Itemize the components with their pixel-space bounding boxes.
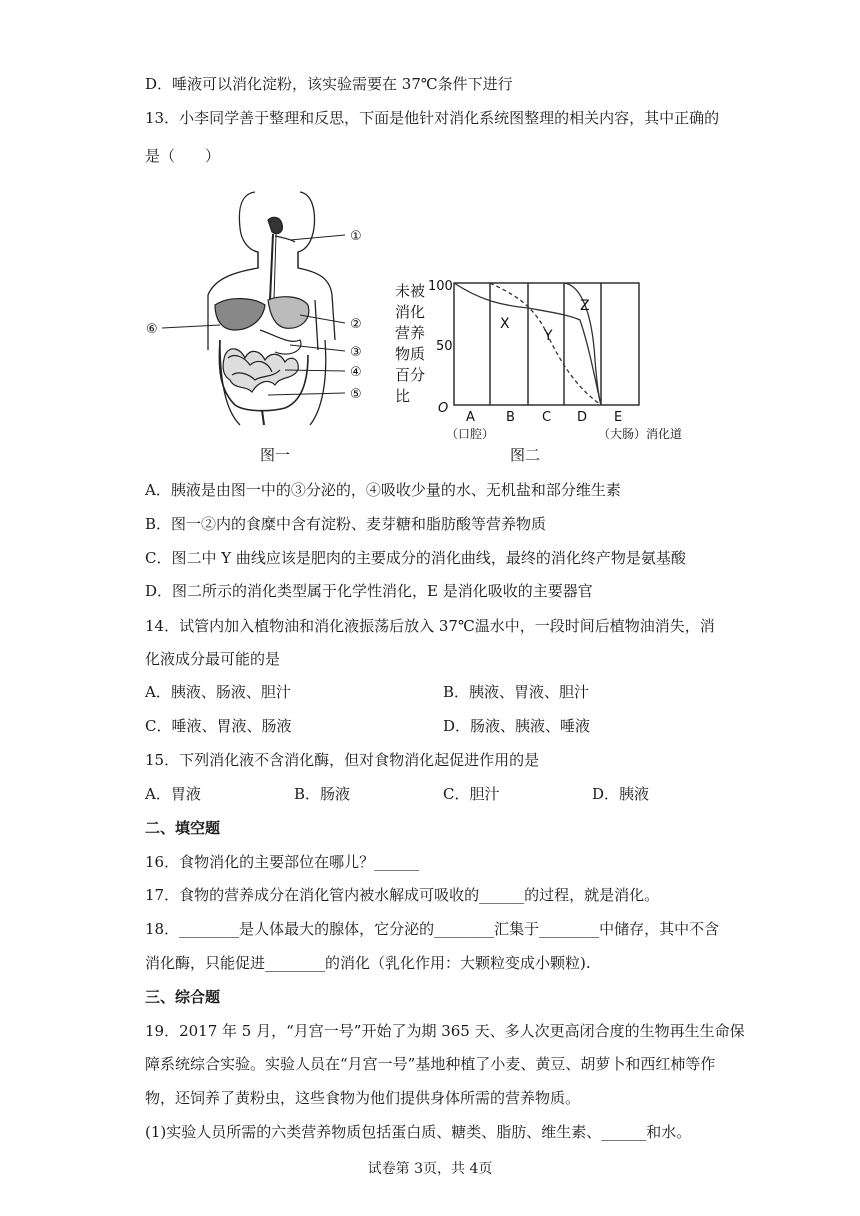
curve-label-y: Y: [544, 328, 553, 344]
xtick-a: A: [466, 410, 475, 425]
q19-line1: 19．2017 年 5 月，“月宫一号”开始了为期 365 天、多人次更高闭合度的生物再生生命保: [145, 1022, 745, 1040]
xtick-d: D: [577, 410, 588, 425]
q14-option-b: B．胰液、胃液、胆汁: [443, 683, 590, 701]
q13-option-b: B．图一②内的食糜中含有淀粉、麦芽糖和脂肪酸等营养物质: [145, 515, 547, 533]
q19-line3: 物，还饲养了黄粉虫，这些食物为他们提供身体所需的营养物质。: [145, 1089, 581, 1107]
ytick-50: 50: [436, 339, 453, 354]
ylabel-line-5: 百分: [395, 366, 426, 384]
q16-text: 16．食物消化的主要部位在哪儿？______: [145, 853, 420, 871]
chart-yticks: [428, 279, 453, 416]
q14-option-a: A．胰液、肠液、胆汁: [145, 683, 291, 701]
q18-line1: 18．________是人体最大的腺体，它分泌的________汇集于________中储存，其中不含: [145, 920, 720, 938]
organs-drawing: [215, 217, 309, 425]
q14-option-c: C．唾液、胃液、肠液: [145, 717, 292, 735]
q13-option-a: A．胰液是由图一中的③分泌的，④吸收少量的水、无机盐和部分维生素: [145, 481, 621, 499]
label-1: ①: [350, 229, 362, 244]
ylabel-line-6: 比: [395, 387, 411, 405]
q13-stem-line1: 13．小李同学善于整理和反思，下面是他针对消化系统图整理的相关内容，其中正确的: [145, 109, 720, 127]
ylabel-line-2: 消化: [395, 303, 426, 321]
q17-text: 17．食物的营养成分在消化管内被水解成可吸收的______的过程，就是消化。: [145, 886, 660, 904]
q15-option-d: D．胰液: [592, 785, 650, 803]
figure2-caption: 图二: [510, 446, 541, 464]
digestive-system-figure: [140, 180, 720, 470]
chart-xticks: [446, 410, 682, 441]
curve-label-z: Z: [580, 298, 590, 314]
label-2: ②: [350, 317, 362, 332]
label-5: ⑤: [350, 387, 362, 402]
label-3: ③: [350, 345, 362, 360]
xsub-e: （大肠）消化道: [598, 427, 683, 441]
label-6: ⑥: [146, 322, 158, 337]
xtick-b: B: [506, 410, 515, 425]
ylabel-line-4: 物质: [395, 345, 426, 363]
q14-stem-line1: 14．试管内加入植物油和消化液振荡后放入 37℃温水中，一段时间后植物油消失，消: [145, 617, 715, 635]
ylabel-line-1: 未被: [395, 282, 426, 300]
xsub-a: （口腔）: [446, 427, 495, 441]
figure1-caption: 图一: [260, 446, 291, 464]
page-footer: 试卷第 3页，共 4页: [367, 1161, 493, 1177]
q18-line2: 消化酶，只能促进________的消化（乳化作用：大颗粒变成小颗粒).: [145, 954, 591, 972]
q15-option-b: B．肠液: [294, 785, 351, 803]
q15-stem: 15．下列消化液不含消化酶，但对食物消化起促进作用的是: [145, 751, 540, 769]
q14-option-d: D．肠液、胰液、唾液: [443, 717, 591, 735]
xtick-e: E: [614, 410, 623, 425]
section-heading-fill-in: 二、填空题: [145, 819, 221, 837]
q12-option-d: D．唾液可以消化淀粉，该实验需要在 37℃条件下进行: [145, 75, 513, 93]
chart-frame: [454, 283, 639, 405]
chart-ylabel: [395, 282, 425, 405]
ylabel-line-3: 营养: [395, 324, 426, 342]
q13-figure: [140, 180, 720, 470]
q15-option-a: A．胃液: [145, 785, 201, 803]
q15-option-c: C．胆汁: [443, 785, 500, 803]
xtick-c: C: [542, 410, 552, 425]
section-heading-comprehensive: 三、综合题: [145, 988, 221, 1006]
q13-option-c: C．图二中 Y 曲线应该是肥肉的主要成分的消化曲线，最终的消化终产物是氨基酸: [145, 549, 686, 567]
ytick-100: 100: [428, 279, 453, 294]
label-4: ④: [350, 365, 362, 380]
ytick-origin: O: [438, 401, 449, 416]
curve-label-x: X: [500, 316, 510, 332]
q13-option-d: D．图二所示的消化类型属于化学性消化，E 是消化吸收的主要器官: [145, 582, 593, 600]
q13-stem-line2: 是（ ）: [145, 147, 221, 165]
q14-stem-line2: 化液成分最可能的是: [145, 650, 281, 668]
q19-line2: 障系统综合实验。实验人员在“月宫一号”基地种植了小麦、黄豆、胡萝卜和西红柿等作: [145, 1055, 716, 1073]
q19-sub1: (1)实验人员所需的六类营养物质包括蛋白质、糖类、脂肪、维生素、______和水。: [145, 1123, 692, 1141]
